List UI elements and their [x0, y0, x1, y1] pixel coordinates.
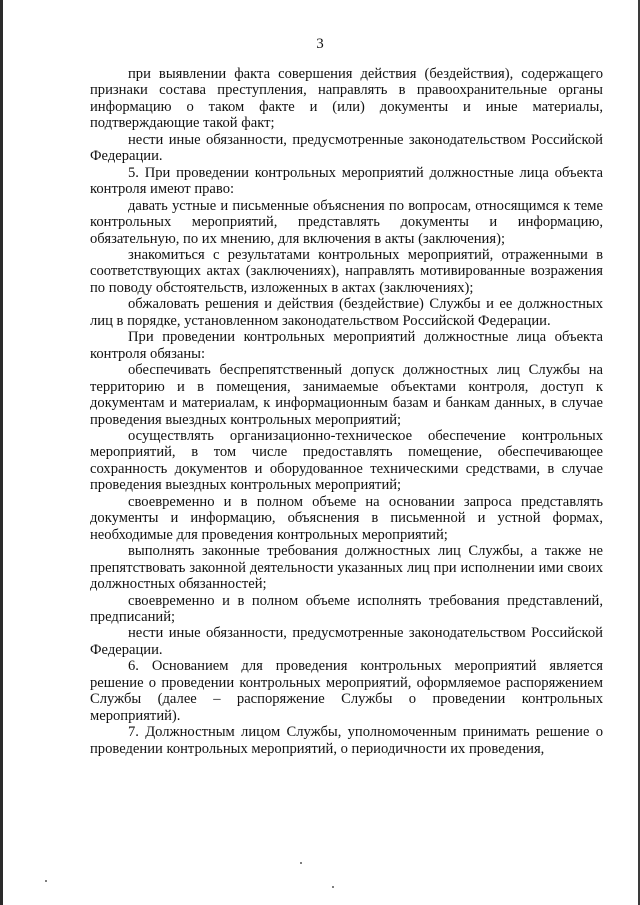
paragraph: выполнять законные требования должностных лиц Службы, а также не препятствовать законной деятельности указанных лиц при исполнении ими своих должностных обязанностей;: [90, 543, 603, 593]
paragraph: нести иные обязанности, предусмотренные законодательством Российской Федерации.: [90, 131, 603, 165]
paragraph: 5. При проведении контрольных мероприятий должностные лица объекта контроля имеют право:: [90, 164, 603, 198]
paragraph: своевременно и в полном объеме исполнять требования представлений, предписаний;: [90, 592, 603, 625]
document-body: [90, 66, 603, 757]
paragraph: 7. Должностным лицом Службы, уполномоченным принимать решение о проведении контрольных мероприятий, о периодичности их проведения,: [90, 724, 603, 757]
paragraph: нести иные обязанности, предусмотренные законодательством Российской Федерации.: [90, 625, 603, 658]
paragraph: При проведении контрольных мероприятий должностные лица объекта контроля обязаны:: [90, 329, 603, 362]
paragraph: обжаловать решения и действия (бездействие) Службы и ее должностных лиц в порядке, установленном законодательством Российской Федерации.: [90, 296, 603, 329]
paragraph: своевременно и в полном объеме на основании запроса представлять документы и информацию, объяснения в письменной и устной формах, необходимые для проведения контрольных мероприятий;: [90, 493, 603, 543]
scan-speck: [45, 880, 47, 882]
paragraph: давать устные и письменные объяснения по вопросам, относящимся к теме контрольных мероприятий, представлять документы и информацию, обязательную, по их мнению, для включения в акты (заключения);: [90, 197, 603, 247]
scan-speck: [332, 886, 334, 888]
paragraph: осуществлять организационно-техническое обеспечение контрольных мероприятий, в том числе предоставлять помещение, обеспечивающее сохранность документов и оборудованное техническими средствами, в случае проведения выездных контрольных мероприятий;: [90, 427, 603, 494]
page-number: 3: [316, 36, 324, 52]
paragraph: обеспечивать беспрепятственный допуск должностных лиц Службы на территорию и в помещения, занимаемые объектами контроля, доступ к документам и материалам, к информационным базам и банкам данных, в случае проведения выездных контрольных мероприятий;: [90, 362, 603, 428]
scan-border-left: [0, 0, 3, 905]
paragraph: при выявлении факта совершения действия (бездействия), содержащего признаки состава преступления, направлять в правоохранительные органы информацию о таком факте и (или) документы и иные материалы, подтверждающие такой факт;: [90, 66, 603, 132]
paragraph: знакомиться с результатами контрольных мероприятий, отраженными в соответствующих актах (заключениях), направлять мотивированные возражения по поводу обстоятельств, изложенных в актах (заключениях);: [90, 246, 603, 296]
paragraph: 6. Основанием для проведения контрольных мероприятий является решение о проведении контрольных мероприятий, оформляемое распоряжением Службы (далее – распоряжение Службы о проведении контрольных мероприятий).: [90, 658, 603, 724]
scan-speck: [300, 862, 302, 864]
